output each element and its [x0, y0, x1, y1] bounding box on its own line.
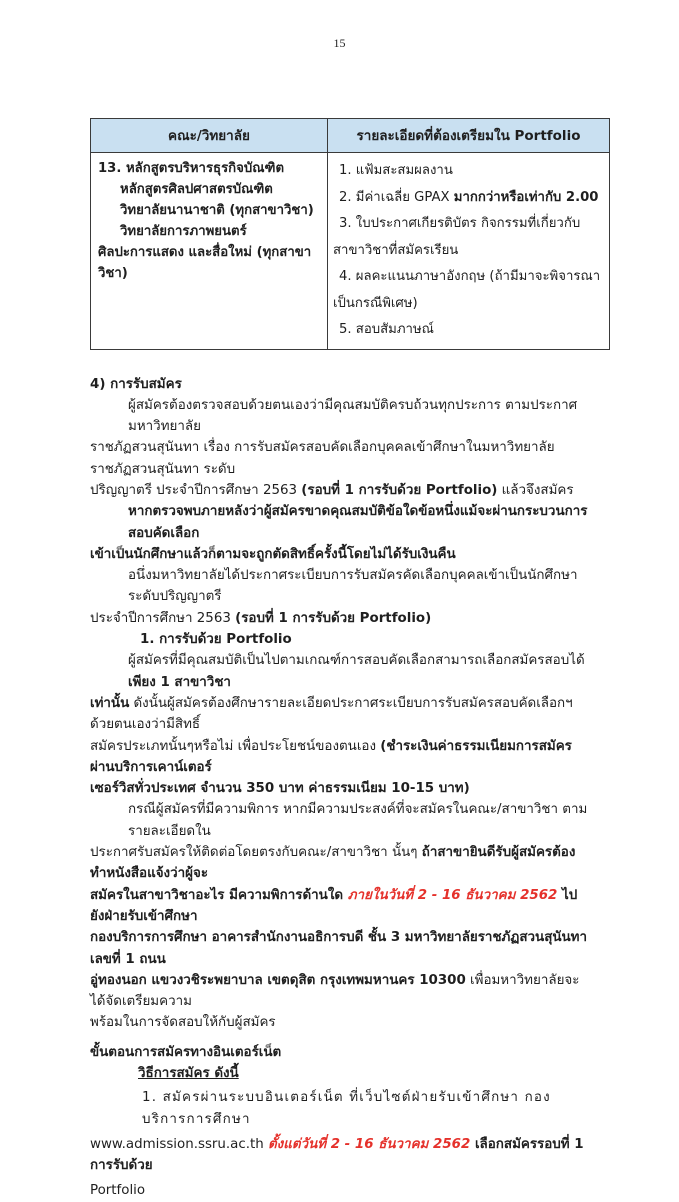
faculty-line: วิทยาลัยการภาพยนตร์ [120, 224, 247, 239]
text-line [90, 778, 591, 799]
portfolio-item [333, 264, 605, 317]
text-segment: หากตรวจพบภายหลังว่าผู้สมัครขาดคุณสมบัติข้อใดข้อหนึ่งแม้จะผ่านกระบวนการสอบคัดเลือก [128, 504, 588, 541]
text-segment: 1. สมัครผ่านระบบอินเตอร์เน็ต ที่เว็บไซต์ฝ่ายรับเข้าศึกษา กองบริการการศึกษา [142, 1090, 551, 1127]
faculty-line: หลักสูตรศิลปศาสตรบัณฑิต [120, 182, 273, 197]
page-content [90, 118, 601, 1202]
text-segment: อนึ่งมหาวิทยาลัยได้ประกาศระเบียบการรับสมัครคัดเลือกบุคคลเข้าเป็นนักศึกษาระดับปริญญาตรี [128, 568, 578, 605]
text-segment: สมัครในสาขาวิชาอะไร มีความพิการด้านใด [90, 887, 348, 903]
text-line [90, 970, 591, 1013]
text-segment: เซอร์วิสทั่วประเทศ จำนวน 350 บาท ค่าธรรมเนียม 10-15 บาท) [90, 781, 470, 797]
portfolio-cell [328, 153, 610, 350]
faculty-cell [91, 153, 328, 350]
body-text [90, 374, 591, 1202]
text-segment: แล้วจึงสมัคร [497, 482, 574, 498]
portfolio-item [333, 317, 605, 344]
text-line [90, 885, 591, 928]
text-segment: ถ้าสาขายินดีรับผู้สมัครต้องทำหนังสือแจ้งว่าผู้จะ [90, 845, 576, 882]
portfolio-item [333, 158, 605, 185]
text-line [90, 1042, 591, 1063]
text-segment: ประจำปีการศึกษา 2563 [90, 610, 236, 626]
text-line [90, 608, 591, 629]
text-segment: (รอบที่ 1 การรับด้วย Portfolio) [301, 482, 498, 498]
text-segment: เลือกสมัครรอบที่ 1 การรับด้วย [90, 1136, 584, 1174]
faculty-line: 13. หลักสูตรบริหารธุรกิจบัณฑิต [98, 161, 285, 176]
faculty-line: วิทยาลัยนานาชาติ (ทุกสาขาวิชา) [120, 203, 314, 218]
text-line [90, 1087, 591, 1130]
text-line [90, 437, 591, 480]
text-segment: ปริญญาตรี ประจำปีการศึกษา 2563 [90, 482, 302, 498]
text-segment: www.admission.ssru.ac.th [90, 1136, 268, 1152]
text-line [90, 374, 591, 395]
text-segment: เท่านั้น [90, 695, 130, 711]
text-line [90, 799, 591, 842]
faculty-line: ศิลปะการแสดง และสื่อใหม่ (ทุกสาขาวิชา) [98, 245, 312, 281]
text-segment: 1. การรับด้วย Portfolio [140, 632, 292, 648]
text-segment: พร้อมในการจัดสอบให้กับผู้สมัคร [90, 1015, 276, 1031]
text-segment: ผู้สมัครที่มีคุณสมบัติเป็นไปตามเกณฑ์การสอบคัดเลือกสามารถเลือกสมัครสอบได้ [128, 653, 585, 669]
text-line [90, 501, 591, 544]
text-line [90, 629, 591, 650]
text-segment: (รอบที่ 1 การรับด้วย Portfolio) [235, 610, 432, 626]
page-number: 15 [333, 36, 346, 50]
text-segment: Portfolio [90, 1183, 146, 1199]
text-line [90, 842, 591, 885]
text-segment: ขั้นตอนการสมัครทางอินเตอร์เน็ต [90, 1044, 282, 1060]
text-line [90, 1134, 591, 1177]
text-line [90, 736, 591, 779]
text-segment: 3. ใบประกาศเกียรติบัตร กิจกรรมที่เกี่ยวกับสาขาวิชาที่สมัครเรียน [333, 216, 581, 258]
text-segment: ผู้สมัครต้องตรวจสอบด้วยตนเองว่ามีคุณสมบัติครบถ้วนทุกประการ ตามประกาศมหาวิทยาลัย [128, 397, 578, 435]
text-segment: 5. สอบสัมภาษณ์ [339, 322, 434, 337]
text-segment: 1. แฟ้มสะสมผลงาน [339, 163, 453, 178]
text-segment: ภายในวันที่ 2 - 16 ธันวาคม 2562 [347, 887, 558, 903]
text-line [90, 1063, 591, 1084]
text-segment: 2. มีค่าเฉลี่ย GPAX [339, 189, 454, 205]
text-segment: สมัครประเภทนั้นๆหรือไม่ เพื่อประโยชน์ของตนเอง [90, 738, 381, 754]
portfolio-item [333, 211, 605, 264]
text-segment: กรณีผู้สมัครที่มีความพิการ หากมีความประสงค์ที่จะสมัครในคณะ/สาขาวิชา ตามรายละเอียดใน [128, 802, 588, 839]
text-line [90, 927, 591, 970]
text-segment: กองบริการการศึกษา อาคารสำนักงานอธิการบดี ชั้น 3 มหาวิทยาลัยราชภัฏสวนสุนันทา เลขที่ 1 ถนน [90, 930, 588, 967]
text-line [90, 1180, 591, 1201]
text-segment: มากกว่าหรือเท่ากับ 2.00 [453, 189, 599, 205]
text-segment: ประกาศรับสมัครให้ติดต่อโดยตรงกับคณะ/สาขาวิชา นั้นๆ [90, 845, 422, 861]
text-line [90, 693, 591, 736]
text-segment: ไปยังฝ่ายรับเข้าศึกษา [90, 887, 578, 924]
text-segment: เพียง 1 สาขาวิชา [128, 674, 231, 690]
table-header-portfolio: รายละเอียดที่ต้องเตรียมใน Portfolio [328, 119, 610, 153]
text-segment: ตั้งแต่วันที่ 2 - 16 ธันวาคม 2562 [267, 1136, 471, 1152]
text-line [90, 650, 591, 693]
table-header-faculty: คณะ/วิทยาลัย [91, 119, 328, 153]
text-segment: (ชำระเงินค่าธรรมเนียมการสมัครผ่านบริการเคาน์เตอร์ [90, 738, 572, 775]
text-line [90, 395, 591, 438]
text-line [90, 480, 591, 501]
text-segment: ราชภัฏสวนสุนันทา เรื่อง การรับสมัครสอบคัดเลือกบุคคลเข้าศึกษาในมหาวิทยาลัยราชภัฏสวนสุนันทา ระดับ [90, 440, 555, 477]
table-row [91, 153, 610, 350]
portfolio-item [333, 185, 605, 212]
portfolio-requirements-table [90, 118, 610, 350]
text-line [90, 544, 591, 565]
text-segment: อู่ทองนอก แขวงวชิระพยาบาล เขตดุสิต กรุงเทพมหานคร 10300 [90, 972, 466, 988]
text-segment: 4. ผลคะแนนภาษาอังกฤษ (ถ้ามีมาจะพิจารณาเป็นกรณีพิเศษ) [333, 269, 601, 311]
text-line [90, 565, 591, 608]
text-line [90, 1012, 591, 1033]
text-segment: 4) การรับสมัคร [90, 376, 182, 392]
text-segment: วิธีการสมัคร ดังนี้ [138, 1066, 239, 1081]
text-segment: เข้าเป็นนักศึกษาแล้วก็ตามจะถูกตัดสิทธิ์ครั้งนี้โดยไม่ได้รับเงินคืน [90, 546, 456, 562]
text-segment: ดังนั้นผู้สมัครต้องศึกษารายละเอียดประกาศระเบียบการรับสมัครสอบคัดเลือกฯ ด้วยตนเองว่ามีสิทธิ์ [90, 695, 573, 733]
table-header-row [91, 119, 610, 153]
text-segment: เพื่อมหาวิทยาลัยจะได้จัดเตรียมความ [90, 972, 580, 1010]
